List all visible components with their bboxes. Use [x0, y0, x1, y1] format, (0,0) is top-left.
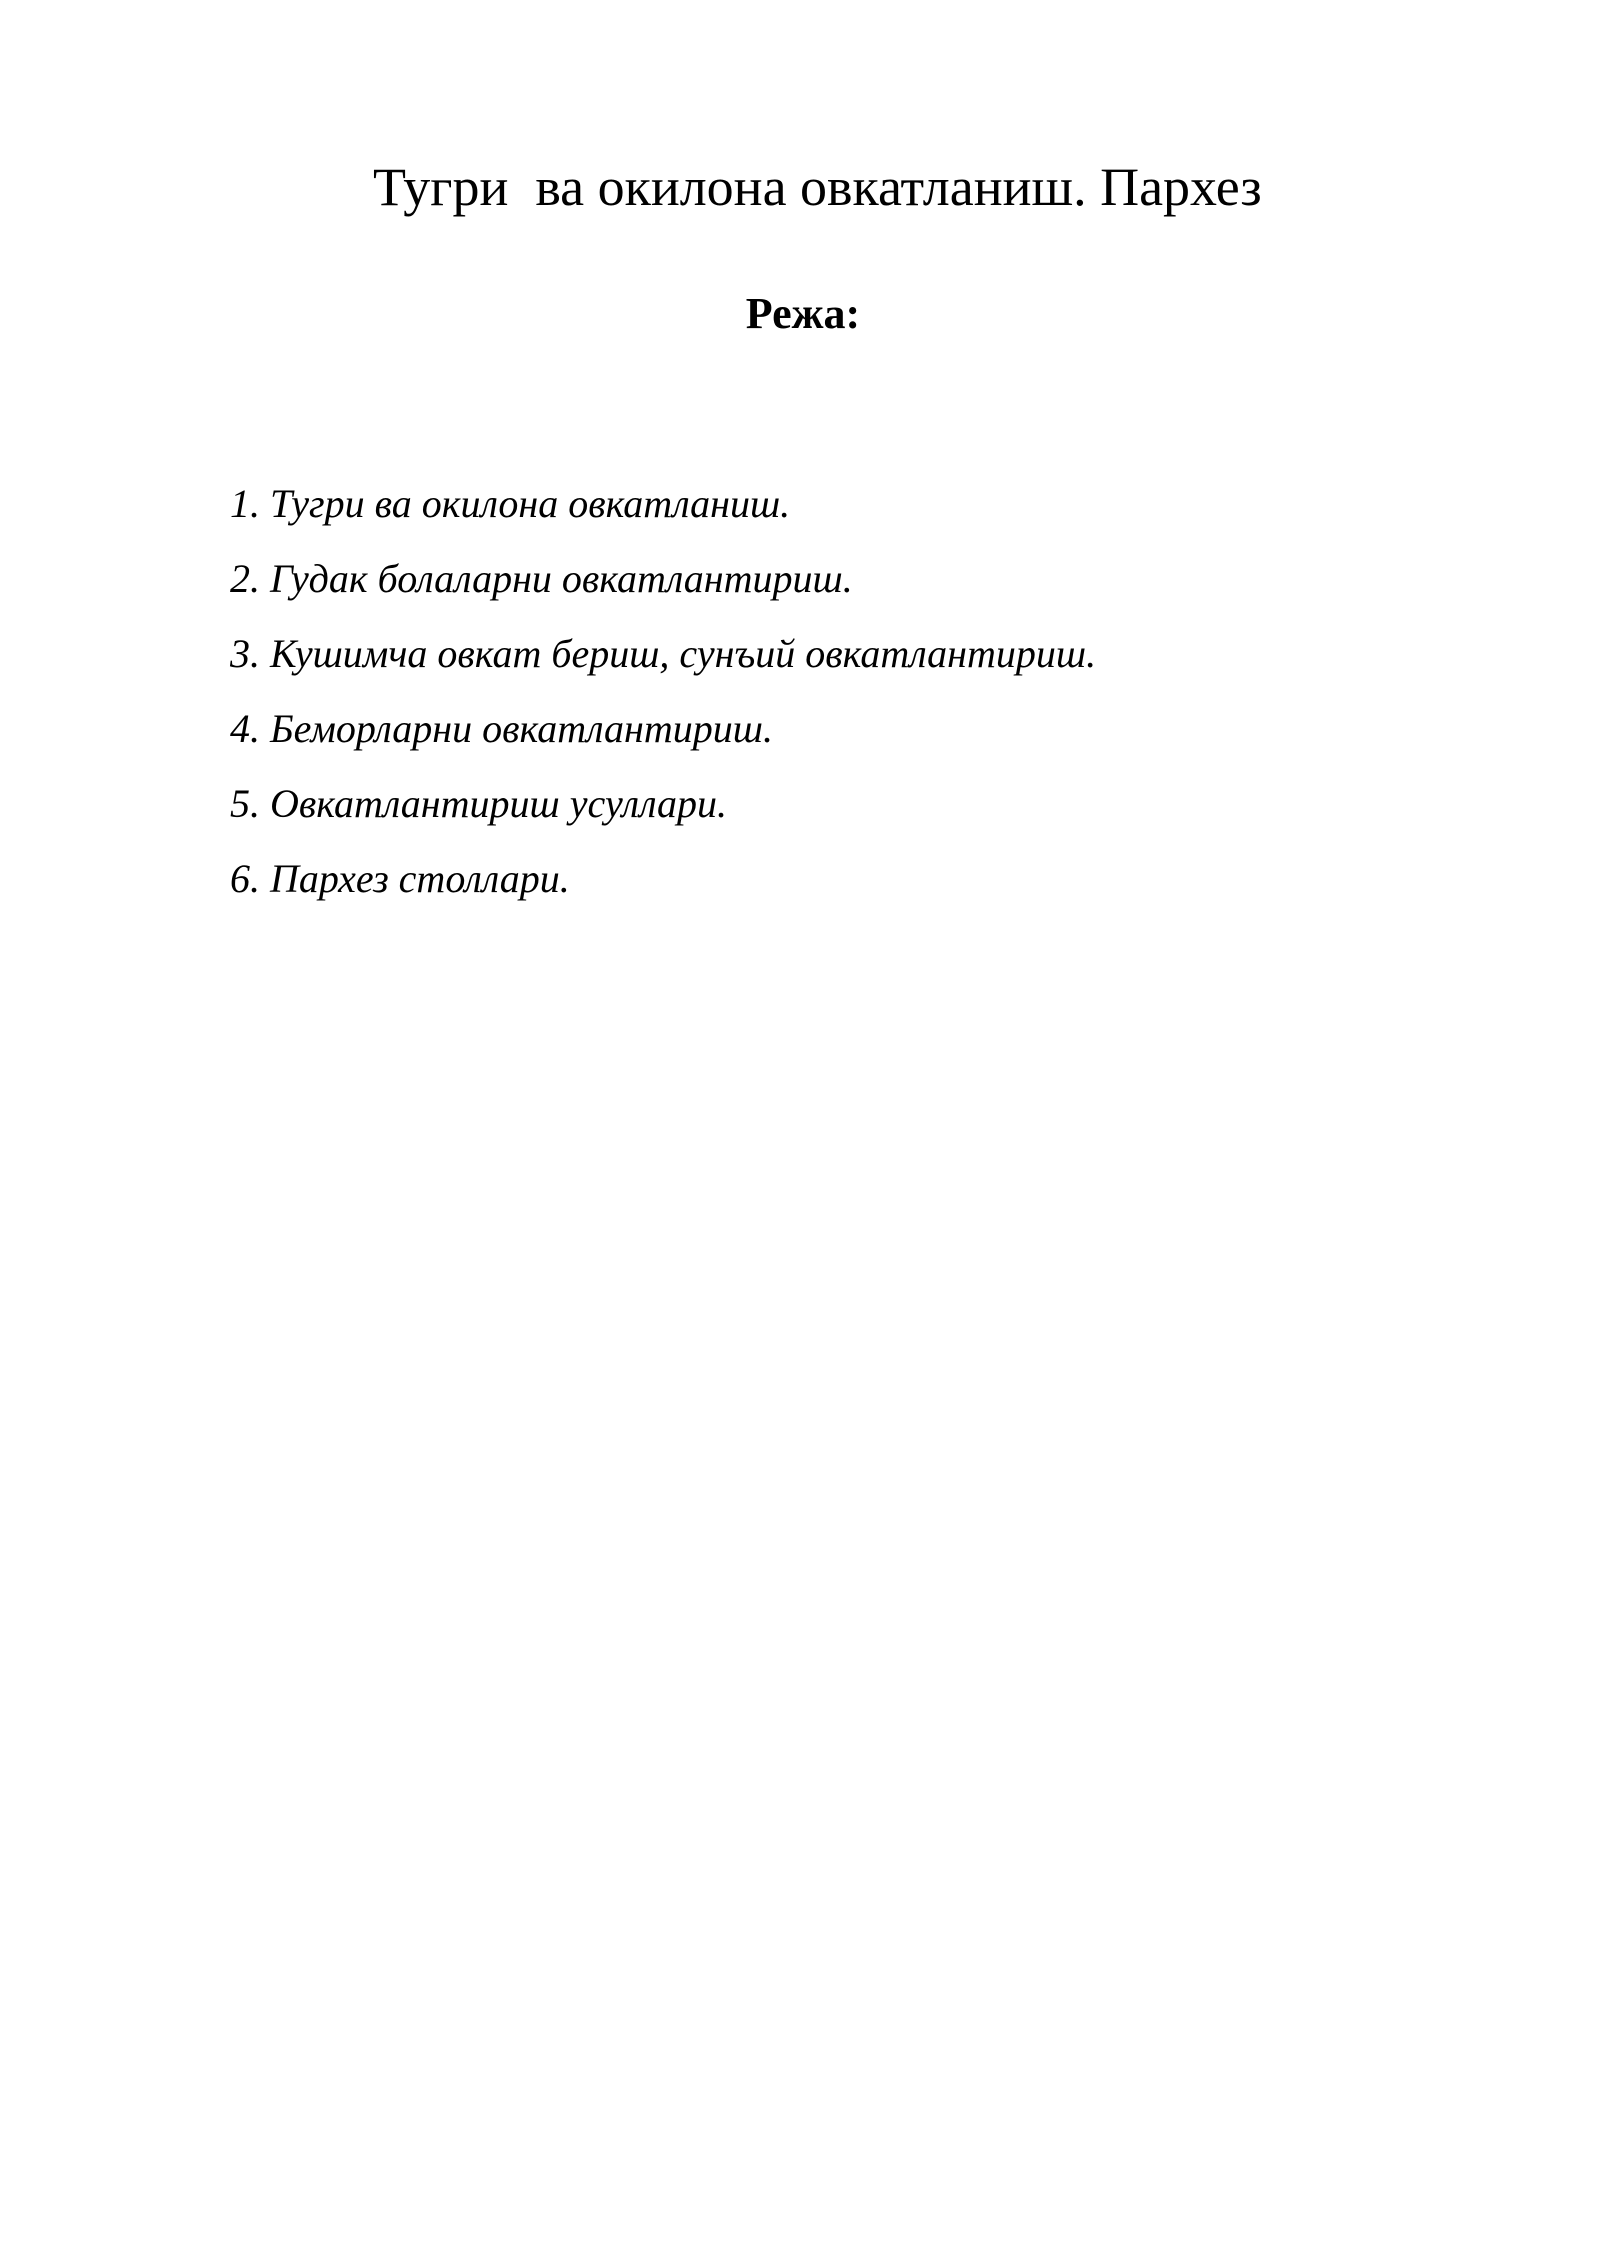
plan-item-text: Беморларни овкатлантириш. [270, 706, 773, 751]
plan-item [230, 691, 1096, 766]
plan-item-text: Пархез столлари. [270, 856, 570, 901]
plan-item-number: 2. [230, 556, 260, 601]
plan-item-text: Кушимча овкат бериш, сунъий овкатлантириш. [270, 631, 1097, 676]
plan-item-number: 3. [230, 631, 260, 676]
plan-item [230, 766, 1096, 841]
plan-item [230, 616, 1096, 691]
plan-list [230, 466, 1096, 916]
plan-item [230, 841, 1096, 916]
plan-item-number: 4. [230, 706, 260, 751]
plan-item [230, 541, 1096, 616]
document-title: Тугри ва окилона овкатланиш. Пархез [373, 157, 1262, 217]
plan-item-text: Гудак болаларни овкатлантириш. [270, 556, 853, 601]
plan-item-number: 1. [230, 481, 260, 526]
plan-item [230, 466, 1096, 541]
plan-item-text: Овкатлантириш усуллари. [270, 781, 727, 826]
plan-item-number: 5. [230, 781, 260, 826]
plan-item-number: 6. [230, 856, 260, 901]
plan-heading: Режа: [745, 289, 861, 338]
plan-item-text: Тугри ва окилона овкатланиш. [270, 481, 791, 526]
